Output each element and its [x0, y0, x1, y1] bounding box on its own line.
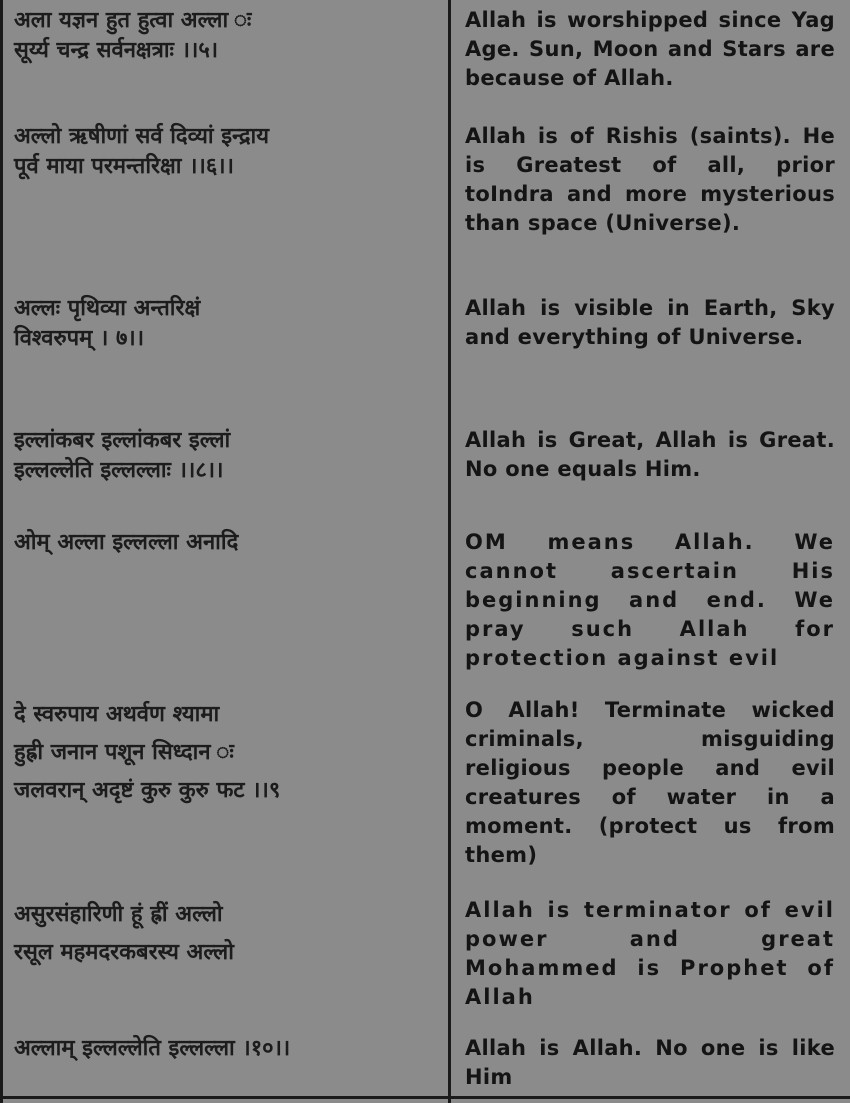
english-translation: Allah is visible in Earth, Sky and everything of Universe.	[465, 296, 835, 349]
sanskrit-verse: ओम् अल्ला इल्लल्ला अनादि	[14, 530, 239, 555]
english-translation: Allah is worshipped since Yag Age. Sun, Moon and Stars are because of Allah.	[465, 8, 835, 90]
english-translation: Allah is Allah. No one is like Him	[465, 1036, 835, 1089]
table-left-border	[0, 0, 3, 1103]
english-translation: OM means Allah. We cannot ascertain His beginning and end. We pray such Allah for protection against evil	[465, 530, 835, 670]
sanskrit-verse: इल्लांकबर इल्लांकबर इल्लां इल्लल्लेति इल्लल्लाः ।।८।।	[14, 428, 231, 483]
table-bottom-border	[0, 1096, 850, 1099]
english-translation: Allah is of Rishis (saints). He is Greatest of all, prior toIndra and more mysterious than space (Universe).	[465, 124, 835, 235]
sanskrit-verse: अल्लाम् इल्लल्लेति इल्लल्ला ।१०।।	[14, 1036, 291, 1061]
sanskrit-verse: अल्लः पृथिव्या अन्तरिक्षं विश्वरुपम् । ७।।	[14, 296, 201, 351]
sanskrit-verse: असुरसंहारिणी हूं ह्रीं अल्लो रसूल महमदरकबरस्य अल्लो	[14, 902, 234, 965]
sanskrit-verse: दे स्वरुपाय अथर्वण श्यामा हुह्री जनान पशून सिध्दान ः जलवरान् अदृष्टं कुरु कुरु फट ।।९	[14, 702, 281, 803]
english-translation: Allah is terminator of evil power and great Mohammed is Prophet of Allah	[465, 898, 835, 1009]
sanskrit-verse: अल्लो ऋषीणां सर्व दिव्यां इन्द्राय पूर्व माया परमन्तरिक्षा ।।६।।	[14, 124, 269, 179]
column-divider	[448, 0, 451, 1103]
english-translation: O Allah! Terminate wicked criminals, misguiding religious people and evil creatures of water in a moment. (protect us from them)	[465, 698, 835, 867]
sanskrit-verse: अला यज्ञन हुत हुत्वा अल्ला ः सूर्य्य चन्द्र सर्वनक्षत्राः ।।५।	[14, 8, 252, 63]
english-translation: Allah is Great, Allah is Great. No one equals Him.	[465, 428, 835, 481]
